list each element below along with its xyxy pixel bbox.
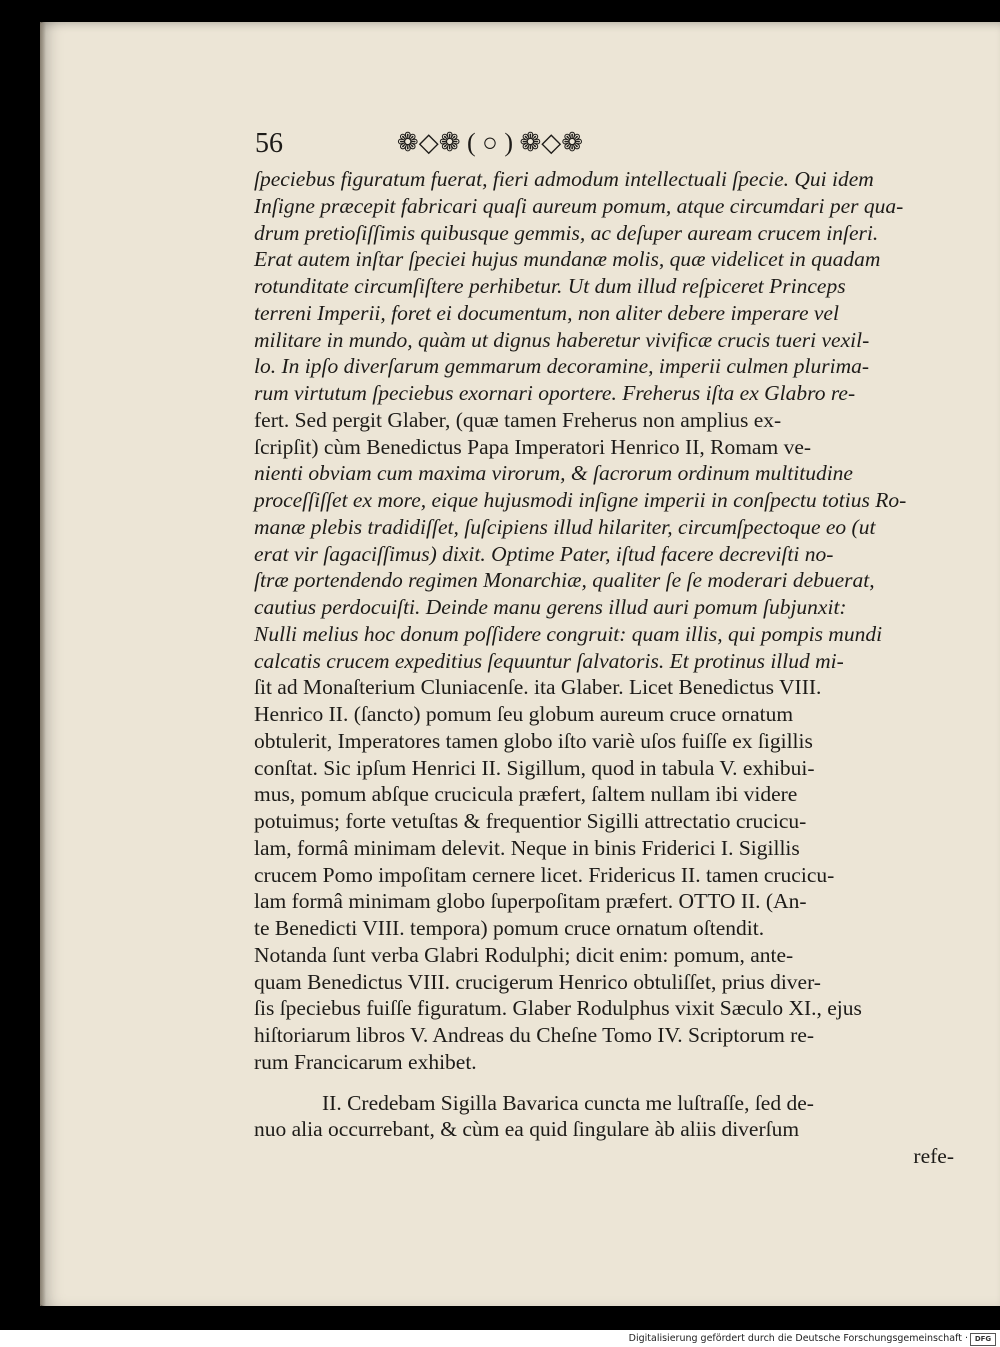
text-line: II. Credebam Sigilla Bavarica cuncta me luſtraſſe, ſed de- <box>322 1090 814 1115</box>
text-line: proceſſiſſet ex more, eique hujusmodi inſigne imperii in conſpectu totius Ro- <box>254 488 907 512</box>
text-line: te Benedicti VIII. tempora) pomum cruce ornatum oſtendit. <box>254 916 765 940</box>
text-line: obtulerit, Imperatores tamen globo iſto variè uſos fuiſſe ex ſigillis <box>254 728 813 753</box>
text-line: Henrico II. (ſancto) pomum ſeu globum aureum cruce ornatum <box>254 702 794 726</box>
text-line: potuimus; forte vetuſtas & frequentior Sigilli attrectatio crucicu- <box>254 809 807 833</box>
text-line: calcatis crucem expeditius ſequuntur ſalvatoris. Et protinus illud mi- <box>254 648 844 673</box>
text-line: Nulli melius hoc donum poſſidere congruit: quam illis, qui pompis mundi <box>254 621 883 646</box>
text-line: nuo alia occurrebant, & cùm ea quid ſingulare àb aliis diverſum <box>254 1117 800 1142</box>
text-line: manæ plebis tradidiſſet, ſuſcipiens illud hilariter, circumſpectoque eo (ut <box>254 514 876 539</box>
footer-credit: Digitalisierung gefördert durch die Deutsche Forschungsgemeinschaft · <box>628 1333 968 1344</box>
text-line: terreni Imperii, foret ei documentum, non aliter debere imperare vel <box>254 300 839 325</box>
text-line: lam, formâ minimam delevit. Neque in binis Friderici I. Sigillis <box>254 835 800 860</box>
text-line: Erat autem inſtar ſpeciei hujus mundanæ molis, quæ videlicet in quadam <box>254 247 881 272</box>
text-line: ſtræ portendendo regimen Monarchiæ, qualiter ſe ſe moderari debuerat, <box>254 568 875 593</box>
text-line: refe- <box>913 1144 954 1168</box>
page-gutter-shadow <box>40 22 46 1306</box>
text-line: mus, pomum abſque crucicula præfert, ſaltem nullam ibi videre <box>254 782 798 807</box>
text-line: nienti obviam cum maxima virorum, & ſacrorum ordinum multitudine <box>254 461 853 486</box>
header-ornament: ❁◇❁ ( ○ ) ❁◇❁ <box>396 128 584 157</box>
text-line: conſtat. Sic ipſum Henrici II. Sigillum, quod in tabula V. exhibui- <box>254 755 815 780</box>
text-line: drum pretioſiſſimis quibusque gemmis, ac deſuper auream crucem inſeri. <box>254 220 879 245</box>
page-header <box>255 128 715 164</box>
text-line: lo. In ipſo diverſarum gemmarum decoramine, imperii culmen plurima- <box>254 354 870 379</box>
text-line: quam Benedictus VIII. crucigerum Henrico obtuliſſet, prius diver- <box>254 969 821 994</box>
text-line: cautius perdocuiſti. Deinde manu gerens illud auri pomum ſubjunxit: <box>254 595 847 619</box>
paragraph-gap <box>254 1076 954 1090</box>
dfg-logo-icon: DFG <box>970 1333 996 1346</box>
digitization-footer <box>0 1330 1000 1347</box>
text-line: hiſtoriarum libros V. Andreas du Cheſne Tomo IV. Scriptorum re- <box>254 1023 815 1047</box>
text-line: fert. Sed pergit Glaber, (quæ tamen Freherus non amplius ex- <box>254 407 782 432</box>
text-line: militare in mundo, quàm ut dignus haberetur vivificæ crucis tueri vexil- <box>254 327 870 352</box>
body-text <box>254 166 954 1170</box>
text-line: ſis ſpeciebus fuiſſe figuratum. Glaber Rodulphus vixit Sæculo XI., ejus <box>254 996 862 1021</box>
text-line: crucem Pomo impoſitam cernere licet. Fridericus II. tamen crucicu- <box>254 862 835 887</box>
text-line: Notanda ſunt verba Glabri Rodulphi; dicit enim: pomum, ante- <box>254 942 794 967</box>
text-line: ſcripſit) cùm Benedictus Papa Imperatori Henrico II, Romam ve- <box>254 434 812 459</box>
text-line: rum Francicarum exhibet. <box>254 1049 477 1074</box>
text-line: lam formâ minimam globo ſuperpoſitam præfert. OTTO II. (An- <box>254 889 807 914</box>
text-line: rotunditate circumſiſtere perhibetur. Ut dum illud reſpiceret Princeps <box>254 274 846 298</box>
text-line: erat vir ſagaciſſimus) dixit. Optime Pater, iſtud facere decreviſti no- <box>254 541 834 566</box>
text-line: ſit ad Monaſterium Cluniacenſe. ita Glaber. Licet Benedictus VIII. <box>254 675 822 700</box>
text-line: Inſigne præcepit fabricari quaſi aureum pomum, atque circumdari per qua- <box>254 193 904 218</box>
page-number: 56 <box>255 128 283 159</box>
text-line: rum virtutum ſpeciebus exornari oportere. Freherus iſta ex Glabro re- <box>254 381 856 405</box>
text-line: ſpeciebus figuratum fuerat, fieri admodum intellectuali ſpecie. Qui idem <box>254 167 874 191</box>
